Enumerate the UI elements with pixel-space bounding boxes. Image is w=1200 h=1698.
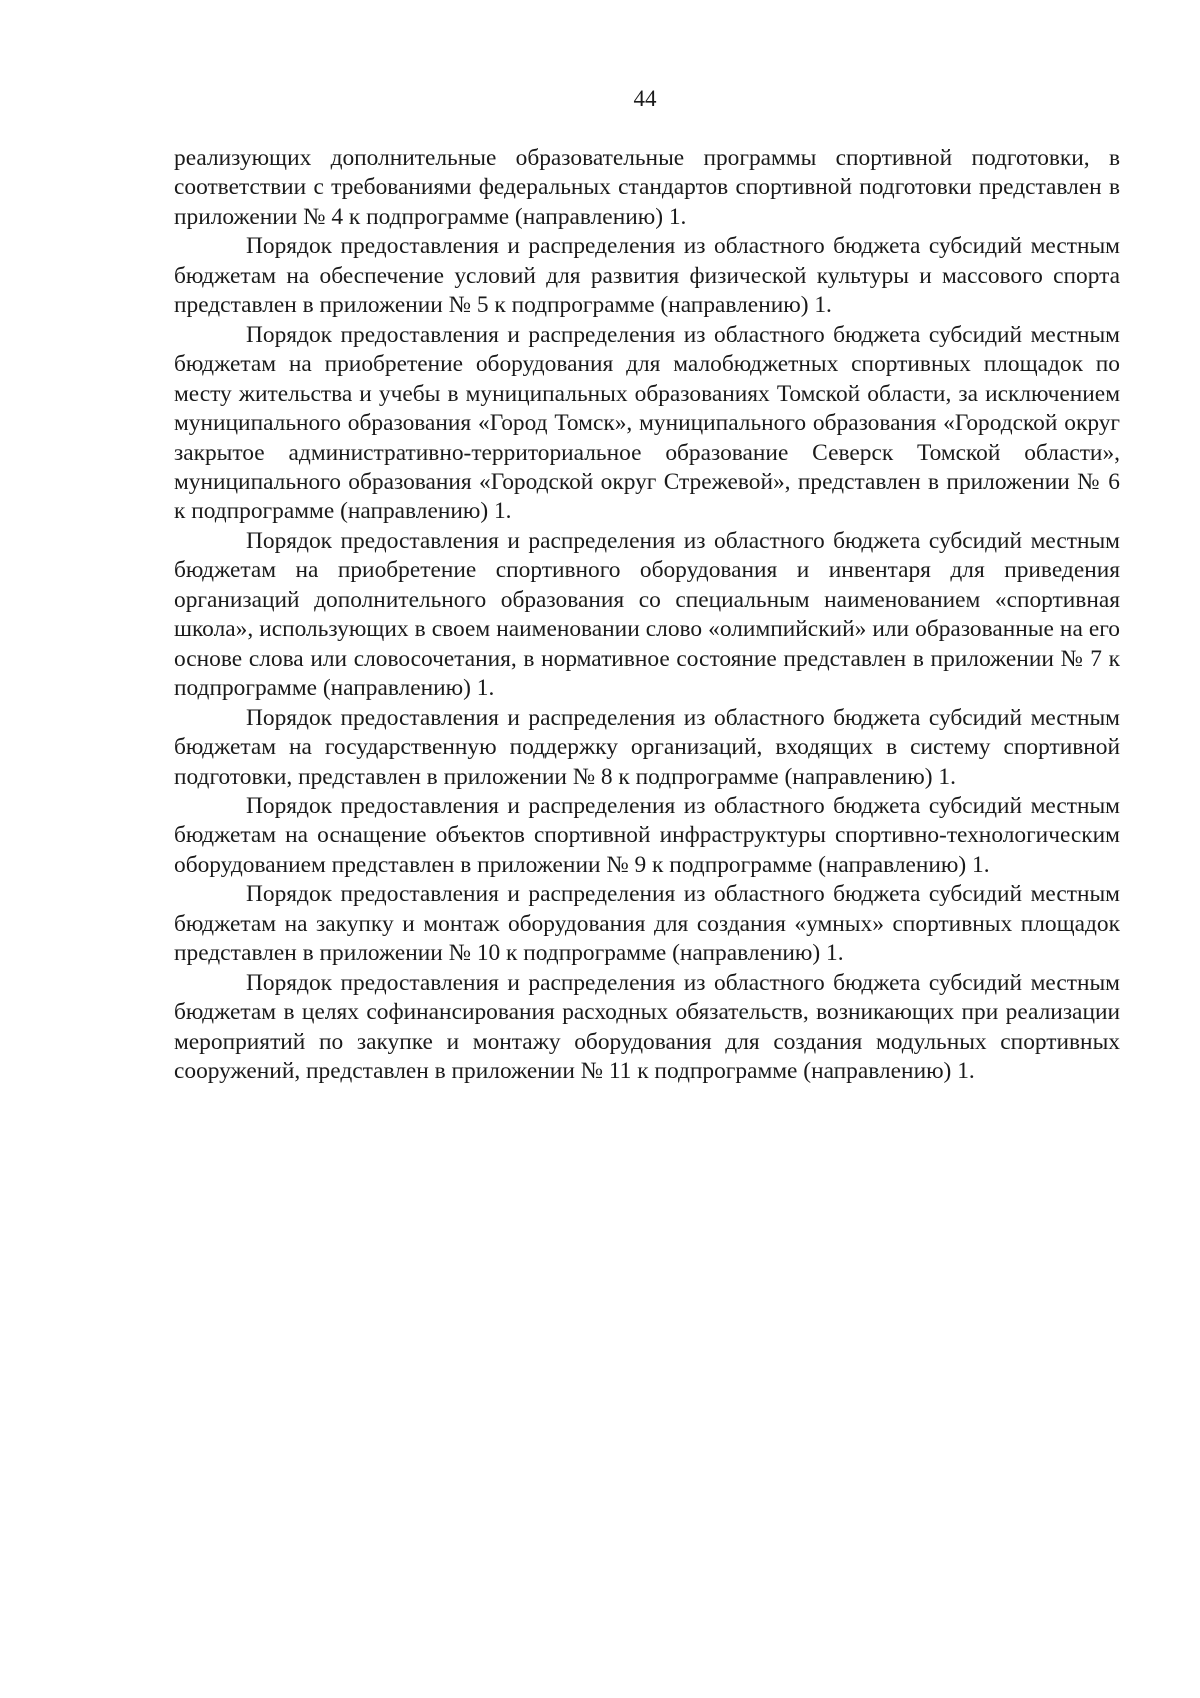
paragraph-appendix-10: Порядок предоставления и распределения из областного бюджета субсидий местным бюджетам на закупку и монтаж оборудования для создания «умных» спортивных площадок представлен в приложении № 10 к подпрограмме (направлению) 1. [174,881,1120,967]
paragraph-appendix-11: Порядок предоставления и распределения из областного бюджета субсидий местным бюджетам в целях софинансирования расходных обязательств, возникающих при реализации мероприятий по закупке и монтажу оборудования для создания модульных спортивных сооружений, представлен в приложении № 11 к подпрограмме (направлению) 1. [174,969,1120,1085]
document-body [174,144,1120,1087]
page-number: 44 [633,86,657,111]
paragraph-appendix-5: Порядок предоставления и распределения из областного бюджета субсидий местным бюджетам на обеспечение условий для развития физической культуры и массового спорта представлен в приложении № 5 к подпрограмме (направлению) 1. [174,233,1120,319]
paragraph-appendix-7: Порядок предоставления и распределения из областного бюджета субсидий местным бюджетам на приобретение спортивного оборудования и инвентаря для приведения организаций дополнительного образования со специальным наименованием «спортивная школа», использующих в своем наименовании слово «олимпийский» или образованные на его основе слова или словосочетания, в нормативное состояние представлен в приложении № 7 к подпрограмме (направлению) 1. [174,527,1120,702]
paragraph-appendix-8: Порядок предоставления и распределения из областного бюджета субсидий местным бюджетам на государственную поддержку организаций, входящих в систему спортивной подготовки, представлен в приложении № 8 к подпрограмме (направлению) 1. [174,704,1120,790]
paragraph-appendix-9: Порядок предоставления и распределения из областного бюджета субсидий местным бюджетам на оснащение объектов спортивной инфраструктуры спортивно-технологическим оборудованием представлен в приложении № 9 к подпрограмме (направлению) 1. [174,792,1120,878]
paragraph-appendix-6: Порядок предоставления и распределения из областного бюджета субсидий местным бюджетам на приобретение оборудования для малобюджетных спортивных площадок по месту жительства и учебы в муниципальных образованиях Томской области, за исключением муниципального образования «Город Томск», муниципального образования «Городской округ закрытое административно-территориальное образование Северск Томской области», муниципального образования «Городской округ Стрежевой», представлен в приложении № 6 к подпрограмме (направлению) 1. [174,321,1120,525]
paragraph-continuation: реализующих дополнительные образовательные программы спортивной подготовки, в соответствии с требованиями федеральных стандартов спортивной подготовки представлен в приложении № 4 к подпрограмме (направлению) 1. [174,145,1120,230]
